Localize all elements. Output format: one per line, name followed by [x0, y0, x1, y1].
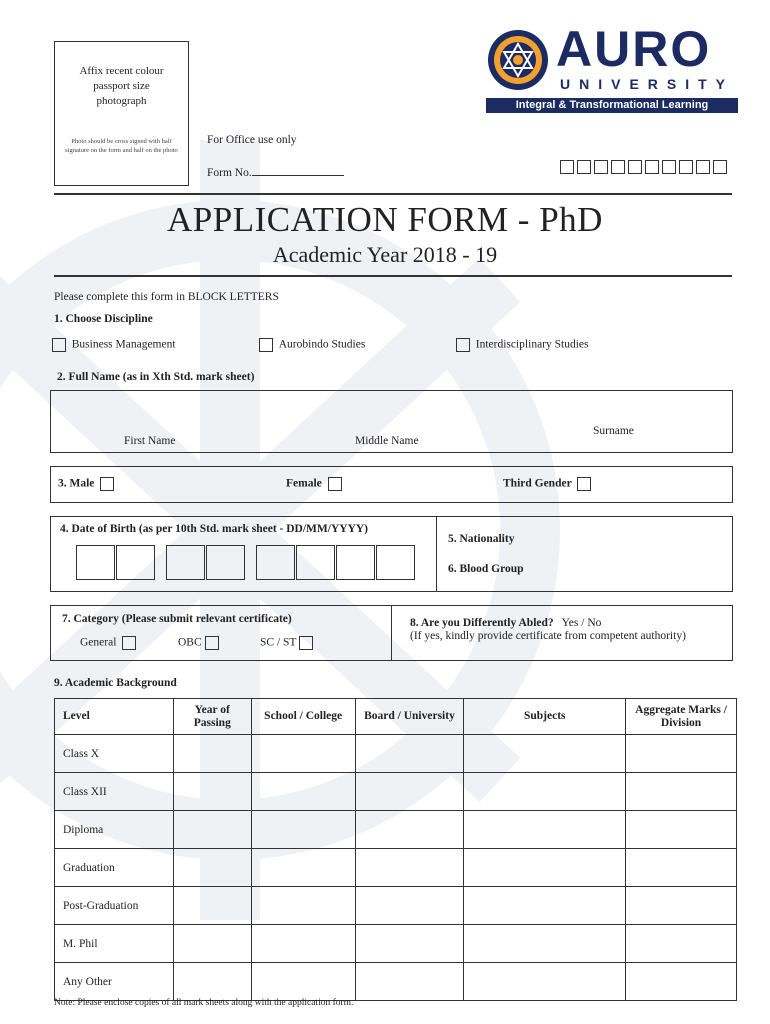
form-no-line[interactable]: [252, 165, 344, 176]
category-divider: [391, 605, 392, 661]
checkbox[interactable]: [328, 477, 342, 491]
auro-emblem-icon: [486, 28, 550, 92]
section8-heading: 8. Are you Differently Abled? Yes / No: [410, 617, 602, 629]
table-row: M. Phil: [55, 925, 737, 963]
footer-note: Note: Please enclose copies of all mark sheets along with the application form.: [54, 998, 354, 1008]
blood-group-label: 6. Blood Group: [448, 563, 524, 575]
abled-answer[interactable]: Yes / No: [561, 617, 602, 629]
table-row: Graduation: [55, 849, 737, 887]
table-row: Post-Graduation: [55, 887, 737, 925]
checkbox[interactable]: [456, 338, 470, 352]
gender-female[interactable]: Female: [286, 477, 342, 491]
checkbox[interactable]: [205, 636, 219, 650]
table-row: Any Other: [55, 963, 737, 1001]
section8-note: (If yes, kindly provide certificate from competent authority): [410, 630, 686, 642]
gender-box: [50, 466, 733, 503]
checkbox[interactable]: [100, 477, 114, 491]
table-row: Diploma: [55, 811, 737, 849]
office-use-label: For Office use only: [207, 134, 297, 146]
logo-sub: UNIVERSITY: [560, 76, 735, 92]
section4-heading: 4. Date of Birth (as per 10th Std. mark sheet - DD/MM/YYYY): [60, 523, 369, 535]
category-general[interactable]: General: [80, 636, 136, 650]
discipline-business[interactable]: Business Management: [52, 338, 176, 352]
th-year: Year of Passing: [173, 699, 251, 735]
discipline-interdisciplinary[interactable]: Interdisciplinary Studies: [456, 338, 589, 352]
category-scst[interactable]: SC / ST: [260, 636, 313, 650]
page-title: APPLICATION FORM - PhD: [167, 200, 603, 239]
checkbox[interactable]: [52, 338, 66, 352]
photo-box[interactable]: [54, 41, 189, 186]
section1-heading: 1. Choose Discipline: [54, 313, 153, 325]
category-obc[interactable]: OBC: [178, 636, 219, 650]
section7-heading: 7. Category (Please submit relevant certificate): [62, 613, 292, 625]
dob-input[interactable]: [76, 545, 426, 585]
th-subjects: Subjects: [464, 699, 626, 735]
form-no-boxes[interactable]: [560, 160, 730, 179]
form-no-label: Form No.: [207, 167, 252, 179]
top-rule: [54, 193, 732, 195]
nationality-label: 5. Nationality: [448, 533, 515, 545]
section9-heading: 9. Academic Background: [54, 677, 177, 689]
checkbox[interactable]: [577, 477, 591, 491]
first-name-label: First Name: [124, 435, 176, 447]
th-board: Board / University: [355, 699, 464, 735]
instructions: Please complete this form in BLOCK LETTERS: [54, 291, 279, 303]
checkbox[interactable]: [259, 338, 273, 352]
th-level: Level: [55, 699, 174, 735]
table-row: Class XII: [55, 773, 737, 811]
discipline-aurobindo[interactable]: Aurobindo Studies: [259, 338, 365, 352]
photo-note: Photo should be cross signed with half signature on the form and half on the photo: [65, 138, 178, 154]
gender-male[interactable]: 3. Male: [58, 477, 114, 491]
checkbox[interactable]: [122, 636, 136, 650]
th-school: School / College: [251, 699, 355, 735]
dob-divider: [436, 516, 437, 592]
section2-heading: 2. Full Name (as in Xth Std. mark sheet): [57, 371, 255, 383]
photo-instruction: Affix recent colour passport size photograph: [79, 65, 164, 107]
academic-table: [54, 698, 737, 1001]
title-rule: [54, 275, 732, 277]
th-marks: Aggregate Marks / Division: [626, 699, 737, 735]
form-no: [207, 165, 344, 179]
logo-tagline: Integral & Transformational Learning: [486, 98, 738, 113]
surname-label: Surname: [593, 425, 634, 437]
logo-name: AURO: [556, 21, 712, 77]
table-row: Class X: [55, 735, 737, 773]
gender-third[interactable]: Third Gender: [503, 477, 591, 491]
checkbox[interactable]: [299, 636, 313, 650]
page-subtitle: Academic Year 2018 - 19: [272, 242, 498, 267]
middle-name-label: Middle Name: [355, 435, 419, 447]
